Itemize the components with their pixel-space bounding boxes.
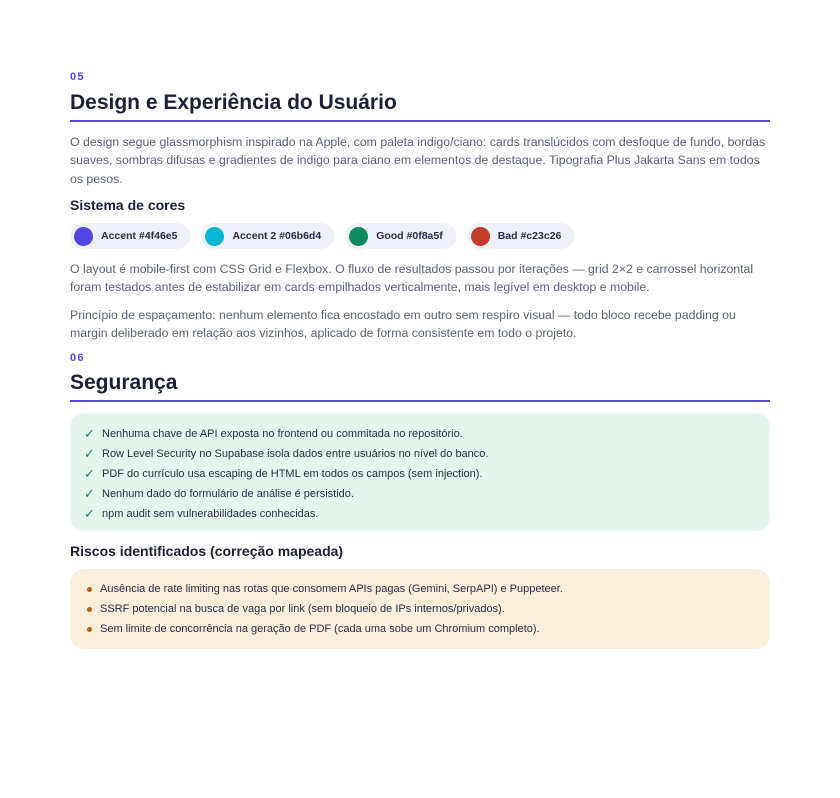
color-swatch: [205, 227, 224, 246]
list-item-text: Nenhuma chave de API exposta no frontend ou commitada no repositório.: [102, 428, 463, 440]
bullet-icon: [87, 607, 92, 612]
list-item-text: npm audit sem vulnerabilidades conhecidas.: [102, 508, 319, 520]
color-chip-list: [70, 223, 574, 249]
check-icon: ✓: [84, 426, 95, 441]
check-icon: ✓: [84, 506, 95, 521]
color-chip-label: Accent #4f46e5: [101, 230, 178, 242]
bullet-icon: [87, 627, 92, 632]
list-item: [84, 424, 770, 444]
color-swatch: [74, 227, 93, 246]
section-title: Design e Experiência do Usuário: [70, 90, 770, 122]
section-number: 05: [70, 71, 85, 83]
list-item: [84, 504, 770, 524]
list-item: [87, 579, 770, 599]
color-chip-label: Good #0f8a5f: [376, 230, 443, 242]
list-item-text: PDF do currículo usa escaping de HTML em todos os campos (sem injection).: [102, 468, 483, 480]
layout-paragraph: O layout é mobile-first com CSS Grid e Flexbox. O fluxo de resultados passou por iterações — grid 2×2 e carrossel horizontal foram testados antes de estabilizar em cards empilhados verticalmente, mais legível em desktop e mobile.: [70, 262, 754, 295]
list-item-text: Row Level Security no Supabase isola dados entre usuários no nível do banco.: [102, 448, 489, 460]
list-item: [84, 464, 770, 484]
list-item: [87, 619, 770, 639]
list-item: [87, 599, 770, 619]
color-chip-good: [345, 223, 456, 249]
check-icon: ✓: [84, 466, 95, 481]
list-item-text: SSRF potencial na busca de vaga por link (sem bloqueio de IPs internos/privados).: [100, 603, 505, 615]
color-swatch: [349, 227, 368, 246]
design-intro-paragraph: O design segue glassmorphism inspirado na Apple, com paleta indigo/ciano: cards translúcidos com desfoque de fundo, bordas suaves, sombras difusas e gradientes de indigo para ciano em elementos de destaque. Tipografia Plus Jakarta Sans em todos os pesos.: [70, 135, 766, 186]
risks-list: [70, 569, 770, 649]
list-item-text: Sem limite de concorrência na geração de PDF (cada uma sobe um Chromium completo).: [100, 623, 540, 635]
check-icon: ✓: [84, 446, 95, 461]
list-item-text: Ausência de rate limiting nas rotas que consomem APIs pagas (Gemini, SerpAPI) e Puppeteer.: [100, 583, 563, 595]
security-checklist: [70, 413, 770, 531]
section-number: 06: [70, 352, 85, 364]
list-item: [84, 444, 770, 464]
color-system-heading: Sistema de cores: [70, 197, 186, 213]
spacing-paragraph: Princípio de espaçamento: nenhum elemento fica encostado em outro sem respiro visual — todo bloco recebe padding ou margin deliberado em relação aos vizinhos, aplicado de forma consistente em todo o projeto.: [70, 308, 736, 341]
color-chip-label: Accent 2 #06b6d4: [232, 230, 322, 242]
check-icon: ✓: [84, 486, 95, 501]
color-chip-label: Bad #c23c26: [497, 230, 562, 242]
risks-heading: Riscos identificados (correção mapeada): [70, 543, 344, 559]
section-title: Segurança: [70, 370, 770, 402]
list-item: [84, 484, 770, 504]
list-item-text: Nenhum dado do formulário de análise é persistido.: [102, 488, 354, 500]
bullet-icon: [87, 587, 92, 592]
color-swatch: [471, 227, 490, 246]
color-chip-accent: [70, 223, 190, 249]
color-chip-bad: [467, 223, 575, 249]
color-chip-accent-2: [201, 223, 334, 249]
